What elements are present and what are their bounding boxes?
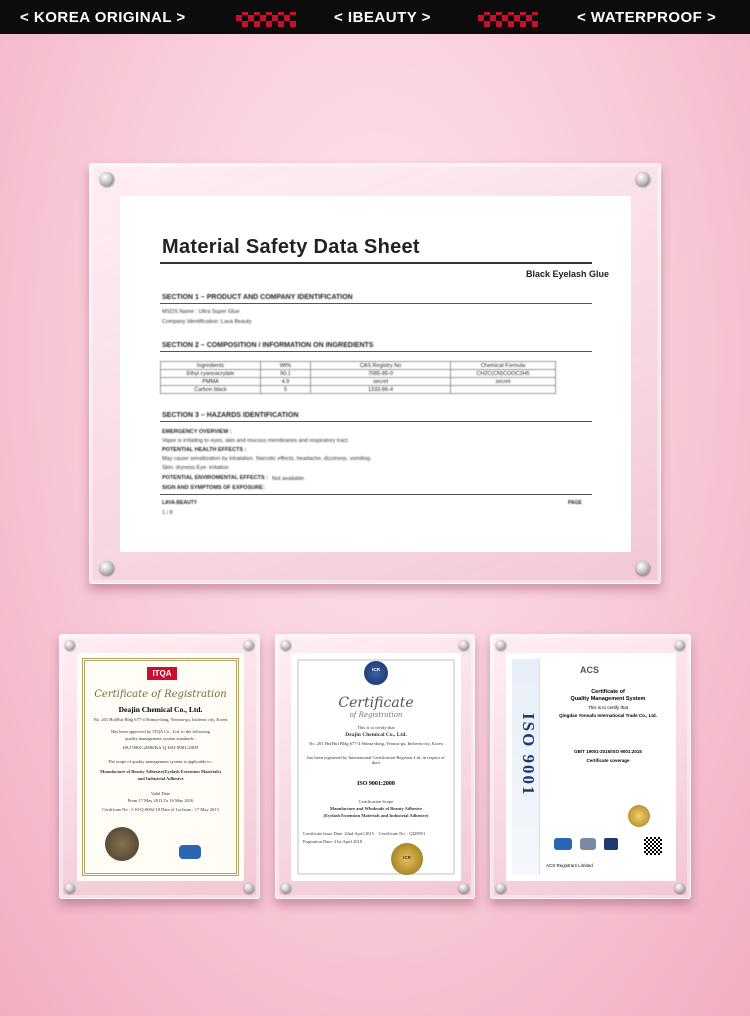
msds-document <box>120 196 631 552</box>
qr-code-icon <box>644 837 662 855</box>
certificate-scope: Manufacture of Beauty Adhesive(Eyelash Extension Materials) <box>100 769 221 774</box>
screw-icon <box>281 640 291 650</box>
screw-icon <box>459 883 469 893</box>
screw-icon <box>636 172 650 186</box>
screw-icon <box>496 883 506 893</box>
screw-icon <box>675 640 685 650</box>
top-banner <box>0 0 750 34</box>
gold-seal-icon <box>628 805 650 827</box>
certificate-text: quality management system standards : <box>125 736 196 741</box>
divider <box>160 494 592 495</box>
table-cell: secret <box>451 378 556 386</box>
screw-icon <box>459 640 469 650</box>
acs-logo: ACS <box>580 665 600 675</box>
certificate-standard: GB/T 19001-2016/ISO 9001:2015 <box>574 749 642 754</box>
itqa-logo: ITQA <box>147 667 177 680</box>
certificate-company: Deajin Chemical Co., Ltd. <box>118 705 203 714</box>
certificate-title: Certificate <box>338 695 414 711</box>
iso-9001-vertical: ISO 9001 <box>519 713 538 797</box>
certificate-text: The scope of quality management system is applicable to : <box>107 759 214 764</box>
divider <box>160 351 592 352</box>
footer-left: LAVA-BEAUTY <box>162 500 198 506</box>
certificate-scope: and Industrial Adhesive <box>137 776 184 781</box>
divider <box>160 421 592 422</box>
certificate-standard: ISO 9001:2008 <box>357 781 395 787</box>
msds-frame <box>89 163 661 584</box>
certificate-text: has been registered by International Certification Registrar Ltd. in respect of their <box>307 755 445 765</box>
cert-frame-acs <box>490 634 691 899</box>
msds-name-line: MSDS Name : Ultra Super Glue <box>162 309 240 315</box>
screw-icon <box>100 561 114 575</box>
signs-heading: SIGN AND SYMPTOMS OF EXPOSURE: <box>162 485 265 491</box>
banner-ibeauty: < IBEAUTY > <box>334 9 431 26</box>
accreditation-logo-icon <box>580 838 596 850</box>
screw-icon <box>244 883 254 893</box>
certificate-registrar: ACS Registrars Limited <box>546 863 593 868</box>
divider <box>160 303 592 304</box>
screw-icon <box>100 172 114 186</box>
banner-korea-original: < KOREA ORIGINAL > <box>20 9 186 26</box>
table-cell: CH2C(CN)COOC2H5 <box>451 370 556 378</box>
screw-icon <box>65 640 75 650</box>
certificate-number: Certificate No. : QI29951 <box>379 831 426 836</box>
msds-subtitle: Black Eyelash Glue <box>525 269 609 279</box>
certificate-text: This is to certify that <box>587 705 628 710</box>
checker-decoration <box>478 9 538 27</box>
ukas-logo-icon <box>604 838 618 850</box>
certificate-number: Certificate No : I-10-Q-0002-18 Date of 1st Issue : 17 May 2013 <box>102 807 219 812</box>
certificate-scope: Manufacture and Wholesale of Beauty Adhesive <box>329 806 423 811</box>
certificate-text: Has been approved by ITQA Co., Ltd. to the following <box>111 729 210 734</box>
certificate-expiry-date: Expiration Date: 21st April 2018 <box>303 839 362 844</box>
certificate-issue-date: Certificate Issue Date: 22nd April 2015 <box>303 831 374 836</box>
divider <box>160 262 592 264</box>
emergency-heading: EMERGENCY OVERVIEW : <box>162 429 232 435</box>
table-cell: secret <box>311 378 451 386</box>
certificate-scope: (Eyelash Extension Materials and Industrial Adhesive) <box>323 813 429 818</box>
screw-icon <box>65 883 75 893</box>
gold-seal-text: ICR <box>403 855 411 860</box>
table-header-cell: Ingredients <box>161 362 261 370</box>
company-id-line: Company Identification :Lava Beauty <box>162 319 252 325</box>
checker-decoration <box>236 9 296 27</box>
table-row <box>161 378 556 386</box>
iaf-logo-icon <box>179 845 201 859</box>
acs-certificate <box>506 653 676 881</box>
certificate-text: This is to certify that <box>357 725 395 730</box>
table-row <box>161 370 556 378</box>
skin-text: Skin: dryness Eye: irritation <box>162 465 229 471</box>
certificate-valid-label: Valid Date <box>150 791 171 796</box>
page-number: 1 / 8 <box>162 510 173 516</box>
certificate-dates: From 17 May 2013 To 16 May 2016 <box>127 798 194 803</box>
certificate-address: No. 201 Ho(Hu) Bldg 677-4 Shinsa-dong, Yeonsu-gu, Incheon city, Korea <box>309 741 443 746</box>
certificate-subtitle: of Registration <box>349 711 403 719</box>
table-cell: 1333-86-4 <box>311 386 451 394</box>
health-heading: POTENTIAL HEALTH EFFECTS : <box>162 447 247 453</box>
section-2-heading: SECTION 2 – COMPOSITION / INFORMATION ON INGREDIENTS <box>162 342 374 349</box>
emergency-text: Vapor is irritating to eyes, skin and mucous membranes and respiratory tract. <box>162 438 349 444</box>
table-header-cell: Chemical Formula <box>451 362 556 370</box>
table-cell: 5 <box>261 386 311 394</box>
screw-icon <box>636 561 650 575</box>
table-cell <box>451 386 556 394</box>
table-cell: 4.9 <box>261 378 311 386</box>
section-3-heading: SECTION 3 – HAZARDS IDENTIFICATION <box>162 412 299 419</box>
banner-waterproof: < WATERPROOF > <box>577 9 717 26</box>
itqa-certificate <box>77 653 244 881</box>
icr-logo-icon <box>364 661 388 685</box>
icr-certificate <box>291 653 461 881</box>
certificate-coverage: Certificate coverage <box>586 758 630 763</box>
icr-logo-text: ICR <box>372 667 380 672</box>
table-header-cell: Wt% <box>261 362 311 370</box>
table-cell: PMMA <box>161 378 261 386</box>
table-cell: Carbon black <box>161 386 261 394</box>
table-header-row <box>161 362 556 370</box>
screw-icon <box>281 883 291 893</box>
section-1-heading: SECTION 1 – PRODUCT AND COMPANY IDENTIFICATION <box>162 294 353 301</box>
table-row <box>161 386 556 394</box>
certificate-company: Deajin Chemical Co., Ltd. <box>345 732 407 738</box>
certificate-title: Certificate of <box>591 689 625 695</box>
certificate-address: No. 201 Ho(Hu) Bldg 677-4 Shinsa-dong, Yeonsu-gu, Incheon city, Korea <box>93 717 228 722</box>
env-value: Not available. <box>272 476 306 482</box>
certificate-scope-title: Certification Scope <box>358 799 394 804</box>
table-cell: 90.1 <box>261 370 311 378</box>
screw-icon <box>496 640 506 650</box>
iaf-logo-icon <box>554 838 572 850</box>
certificate-title: Quality Management System <box>570 696 646 702</box>
screw-icon <box>244 640 254 650</box>
table-cell: Ethyl cyanoacrylate <box>161 370 261 378</box>
ingredients-table <box>160 361 556 394</box>
cert-frame-itqa <box>59 634 260 899</box>
env-heading: POTENTIAL ENVIROMENTAL EFFECTS : <box>162 475 269 481</box>
certificate-title: Certificate of Registration <box>94 689 227 700</box>
seal-icon <box>105 827 139 861</box>
certificate-company: Qingdao Yonnafu International Trade Co., Ltd. <box>559 713 657 718</box>
certificate-standard: ISO 9001:2008/KS Q ISO 9001:2009 <box>122 746 199 751</box>
health-text: May cause sensitization by inhalation. Narcotic effects, headache, dizziness, vomiting. <box>162 456 372 462</box>
cert-frame-icr <box>275 634 475 899</box>
screw-icon <box>675 883 685 893</box>
msds-title: Material Safety Data Sheet <box>162 236 420 258</box>
table-header-cell: CAS Registry No <box>311 362 451 370</box>
footer-right: PAGE <box>568 500 582 506</box>
table-cell: 7085-85-0 <box>311 370 451 378</box>
